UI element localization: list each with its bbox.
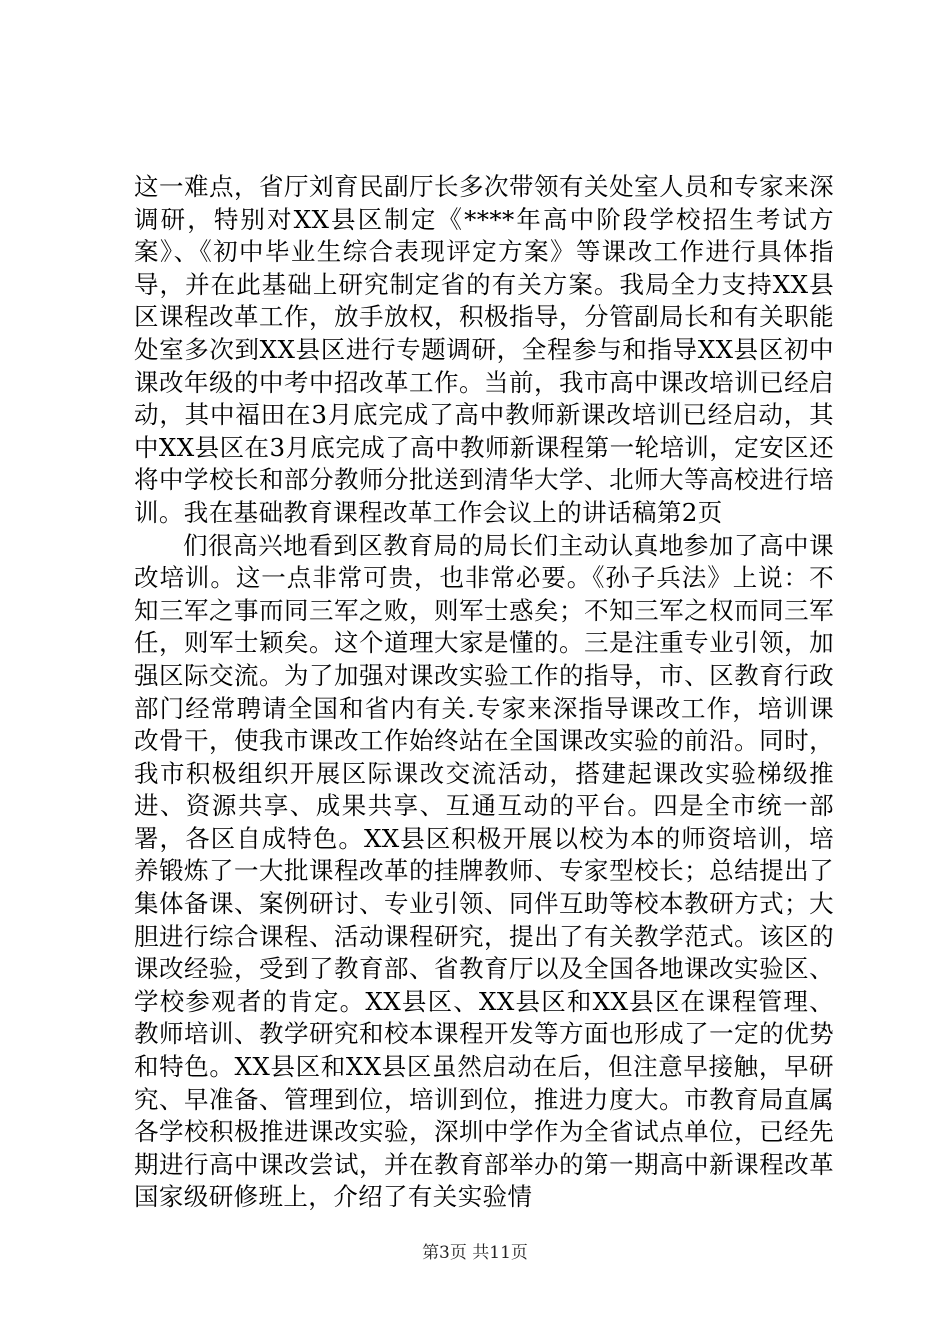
paragraph-2: 们很高兴地看到区教育局的局长们主动认真地参加了高中课改培训。这一点非常可贵，也非常必要。《孙子兵法》上说：不知三军之事而同三军之败，则军士惑矣；不知三军之权而同三军任，则军士颖矣。这个道理大家是懂的。三是注重专业引领，加强区际交流。为了加强对课改实验工作的指导，市、区教育行政部门经常聘请全国和省内有关.专家来深指导课改工作，培训课改骨干，使我市课改工作始终站在全国课改实验的前沿。同时，我市积极组织开展区际课改交流活动，搭建起课改实验梯级推进、资源共享、成果共享、互通互动的平台。四是全市统一部署，各区自成特色。XX县区积极开展以校为本的师资培训，培养锻炼了一大批课程改革的挂牌教师、专家型校长；总结提出了集体备课、案例研讨、专业引领、同伴互助等校本教研方式；大胆进行综合课程、活动课程研究，提出了有关教学范式。该区的课改经验，受到了教育部、省教育厅以及全国各地课改实验区、学校参观者的肯定。XX县区、XX县区和XX县区在课程管理、教师培训、教学研究和校本课程开发等方面也形成了一定的优势和特色。XX县区和XX县区虽然启动在后，但注意早接触，早研究、早准备、管理到位，培训到位，推进力度大。市教育局直属各学校积极推进课改实验，深圳中学作为全省试点单位，已经先期进行高中课改尝试，并在教育部举办的第一期高中新课程改革国家级研修班上，介绍了有关实验情	[134, 530, 834, 1212]
page-footer: 第3页 共11页	[422, 1243, 528, 1263]
paragraph-1: 这一难点，省厅刘育民副厅长多次带领有关处室人员和专家来深调研，特别对XX县区制定《****年高中阶段学校招生考试方案》、《初中毕业生综合表现评定方案》等课改工作进行具体指导，并在此基础上研究制定省的有关方案。我局全力支持XX县区课程改革工作，放手放权，积极指导，分管副局长和有关职能处室多次到XX县区进行专题调研，全程参与和指导XX县区初中课改年级的中考中招改革工作。当前，我市高中课改培训已经启动，其中福田在3月底完成了高中教师新课改培训已经启动，其中XX县区在3月底完成了高中教师新课程第一轮培训，定安区还将中学校长和部分教师分批送到清华大学、北师大等高校进行培训。我在基础教育课程改革工作会议上的讲话稿第2页	[134, 172, 834, 527]
document-body	[134, 171, 834, 1214]
